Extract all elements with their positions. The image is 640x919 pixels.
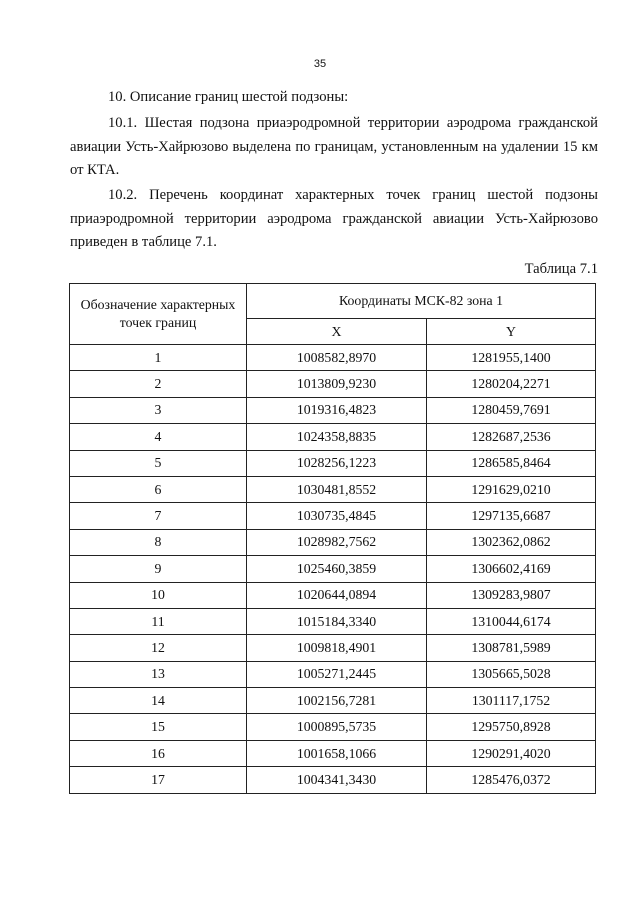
y-coordinate-cell: 1286585,8464 — [427, 450, 596, 476]
x-coordinate-cell: 1013809,9230 — [247, 371, 427, 397]
heading-text: 10. Описание границ шестой подзоны: — [108, 89, 349, 105]
point-number-cell: 10 — [70, 582, 247, 608]
page-number: 35 — [313, 58, 327, 70]
paragraph-10-2 — [70, 184, 598, 255]
point-number-cell: 12 — [70, 635, 247, 661]
table-row — [70, 582, 596, 608]
point-number-cell: 8 — [70, 529, 247, 555]
x-coordinate-cell: 1020644,0894 — [247, 582, 427, 608]
point-number-cell: 16 — [70, 740, 247, 766]
table-row — [70, 371, 596, 397]
point-number-cell: 13 — [70, 661, 247, 687]
y-coordinate-cell: 1285476,0372 — [427, 767, 596, 793]
y-coordinate-cell: 1295750,8928 — [427, 714, 596, 740]
y-coordinate-cell: 1302362,0862 — [427, 529, 596, 555]
point-number-cell: 17 — [70, 767, 247, 793]
table-row — [70, 767, 596, 793]
paragraph-10-1-text: 10.1. Шестая подзона приаэродромной территории аэродрома гражданской авиации Усть-Хайрюзово выделена по границам, установленным на удалении 15 км от КТА. — [70, 115, 598, 178]
x-coordinate-cell: 1009818,4901 — [247, 635, 427, 661]
x-coordinate-cell: 1005271,2445 — [247, 661, 427, 687]
point-number-cell: 11 — [70, 608, 247, 634]
section-heading — [70, 86, 598, 110]
y-coordinate-cell: 1297135,6687 — [427, 503, 596, 529]
x-coordinate-cell: 1008582,8970 — [247, 345, 427, 371]
x-coordinate-cell: 1028256,1223 — [247, 450, 427, 476]
table-row — [70, 345, 596, 371]
header-coords: Координаты МСК-82 зона 1 — [247, 284, 596, 319]
x-coordinate-cell: 1030481,8552 — [247, 476, 427, 502]
y-coordinate-cell: 1306602,4169 — [427, 556, 596, 582]
point-number-cell: 6 — [70, 476, 247, 502]
y-coordinate-cell: 1310044,6174 — [427, 608, 596, 634]
x-coordinate-cell: 1030735,4845 — [247, 503, 427, 529]
y-coordinate-cell: 1291629,0210 — [427, 476, 596, 502]
paragraph-10-2-text: 10.2. Перечень координат характерных точек границ шестой подзоны приаэродромной территории аэродрома гражданской авиации Усть-Хайрюзово приведен в таблице 7.1. — [70, 187, 598, 250]
y-coordinate-cell: 1280204,2271 — [427, 371, 596, 397]
paragraph-10-1 — [70, 112, 598, 183]
header-points: Обозначение характерных точек границ — [70, 284, 247, 345]
x-coordinate-cell: 1001658,1066 — [247, 740, 427, 766]
y-coordinate-cell: 1281955,1400 — [427, 345, 596, 371]
point-number-cell: 14 — [70, 688, 247, 714]
point-number-cell: 1 — [70, 345, 247, 371]
y-coordinate-cell: 1309283,9807 — [427, 582, 596, 608]
header-x: X — [247, 319, 427, 345]
table-row — [70, 450, 596, 476]
y-coordinate-cell: 1280459,7691 — [427, 397, 596, 423]
coordinates-table — [69, 283, 596, 794]
table-row — [70, 476, 596, 502]
y-coordinate-cell: 1301117,1752 — [427, 688, 596, 714]
point-number-cell: 2 — [70, 371, 247, 397]
table-row — [70, 556, 596, 582]
x-coordinate-cell: 1025460,3859 — [247, 556, 427, 582]
y-coordinate-cell: 1305665,5028 — [427, 661, 596, 687]
x-coordinate-cell: 1000895,5735 — [247, 714, 427, 740]
point-number-cell: 9 — [70, 556, 247, 582]
x-coordinate-cell: 1004341,3430 — [247, 767, 427, 793]
point-number-cell: 5 — [70, 450, 247, 476]
table-caption: Таблица 7.1 — [524, 261, 598, 277]
x-coordinate-cell: 1028982,7562 — [247, 529, 427, 555]
point-number-cell: 7 — [70, 503, 247, 529]
x-coordinate-cell: 1024358,8835 — [247, 424, 427, 450]
table-row — [70, 714, 596, 740]
table-row — [70, 740, 596, 766]
table-row — [70, 503, 596, 529]
table-row — [70, 661, 596, 687]
header-y: Y — [427, 319, 596, 345]
x-coordinate-cell: 1002156,7281 — [247, 688, 427, 714]
table-row — [70, 688, 596, 714]
table-row — [70, 424, 596, 450]
table-row — [70, 635, 596, 661]
y-coordinate-cell: 1308781,5989 — [427, 635, 596, 661]
table-row — [70, 608, 596, 634]
x-coordinate-cell: 1015184,3340 — [247, 608, 427, 634]
point-number-cell: 3 — [70, 397, 247, 423]
y-coordinate-cell: 1290291,4020 — [427, 740, 596, 766]
y-coordinate-cell: 1282687,2536 — [427, 424, 596, 450]
x-coordinate-cell: 1019316,4823 — [247, 397, 427, 423]
table-row — [70, 397, 596, 423]
point-number-cell: 4 — [70, 424, 247, 450]
table-row — [70, 529, 596, 555]
point-number-cell: 15 — [70, 714, 247, 740]
